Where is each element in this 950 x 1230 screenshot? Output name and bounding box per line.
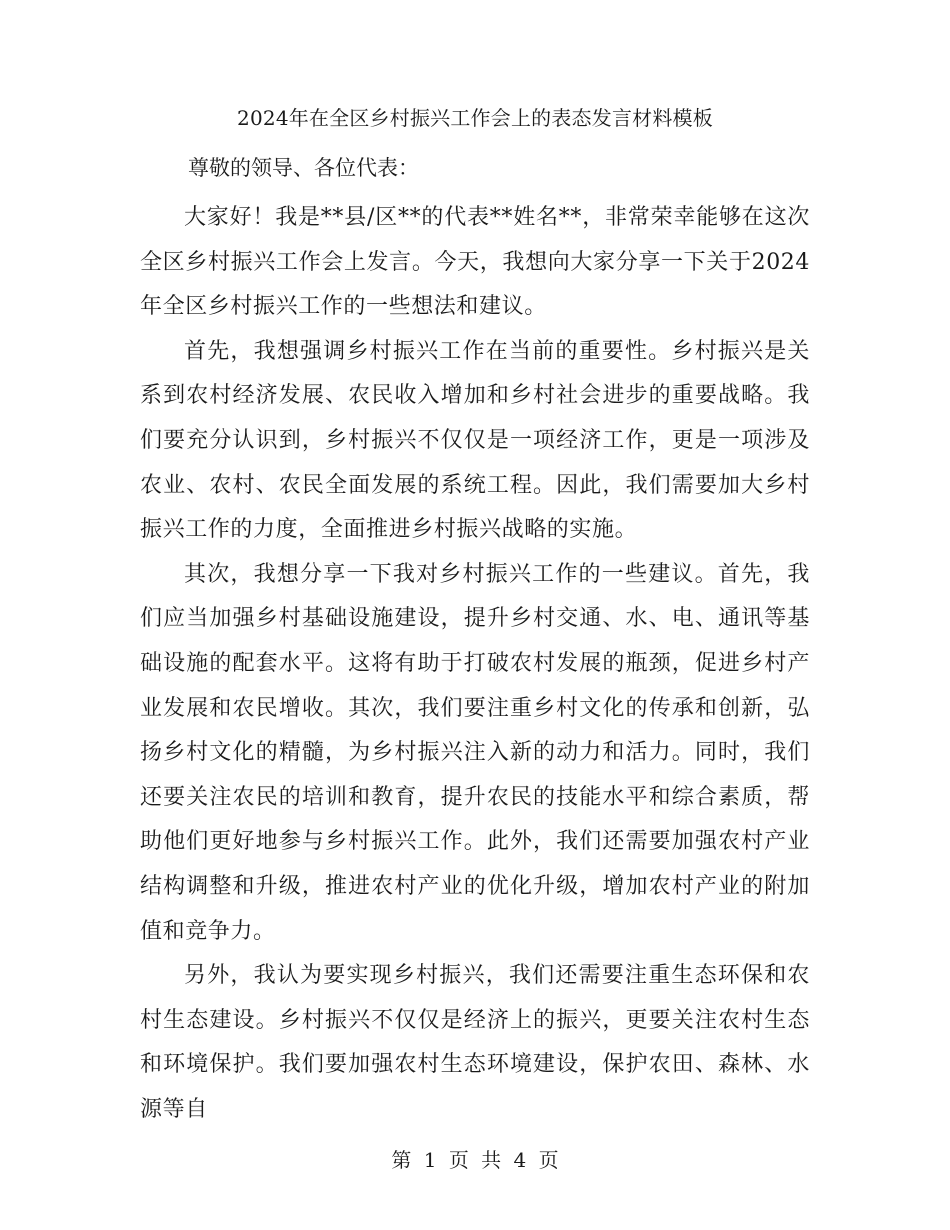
paragraph-importance: 首先，我想强调乡村振兴工作在当前的重要性。乡村振兴是关系到农村经济发展、农民收入增加和乡村社会进步的重要战略。我们要充分认识到，乡村振兴不仅仅是一项经济工作，更是一项涉及农业、农村、农民全面发展的系统工程。因此，我们需要加大乡村振兴工作的力度，全面推进乡村振兴战略的实施。 xyxy=(140,338,810,543)
paragraph-suggestions: 其次，我想分享一下我对乡村振兴工作的一些建议。首先，我们应当加强乡村基础设施建设，提升乡村交通、水、电、通讯等基础设施的配套水平。这将有助于打破农村发展的瓶颈，促进乡村产业发展和农民增收。其次，我们要注重乡村文化的传承和创新，弘扬乡村文化的精髓，为乡村振兴注入新的动力和活力。同时，我们还要关注农民的培训和教育，提升农民的技能水平和综合素质，帮助他们更好地参与乡村振兴工作。此外，我们还需要加强农村产业结构调整和升级，推进农村产业的优化升级，增加农村产业的附加值和竞争力。 xyxy=(140,561,810,944)
document-title: 2024年在全区乡村振兴工作会上的表态发言材料模板 xyxy=(237,106,713,130)
paragraph-greeting: 大家好！我是**县/区**的代表**姓名**，非常荣幸能够在这次全区乡村振兴工作会上发言。今天，我想向大家分享一下关于2024年全区乡村振兴工作的一些想法和建议。 xyxy=(140,205,810,320)
document-body xyxy=(140,196,810,1132)
salutation: 尊敬的领导、各位代表： xyxy=(188,156,419,180)
page-number-footer: 第 1 页 共 4 页 xyxy=(391,1148,559,1172)
paragraph-ecology: 另外，我认为要实现乡村振兴，我们还需要注重生态环保和农村生态建设。乡村振兴不仅仅是经济上的振兴，更要关注农村生态和环境保护。我们要加强农村生态环境建设，保护农田、森林、水源等自 xyxy=(140,963,810,1122)
